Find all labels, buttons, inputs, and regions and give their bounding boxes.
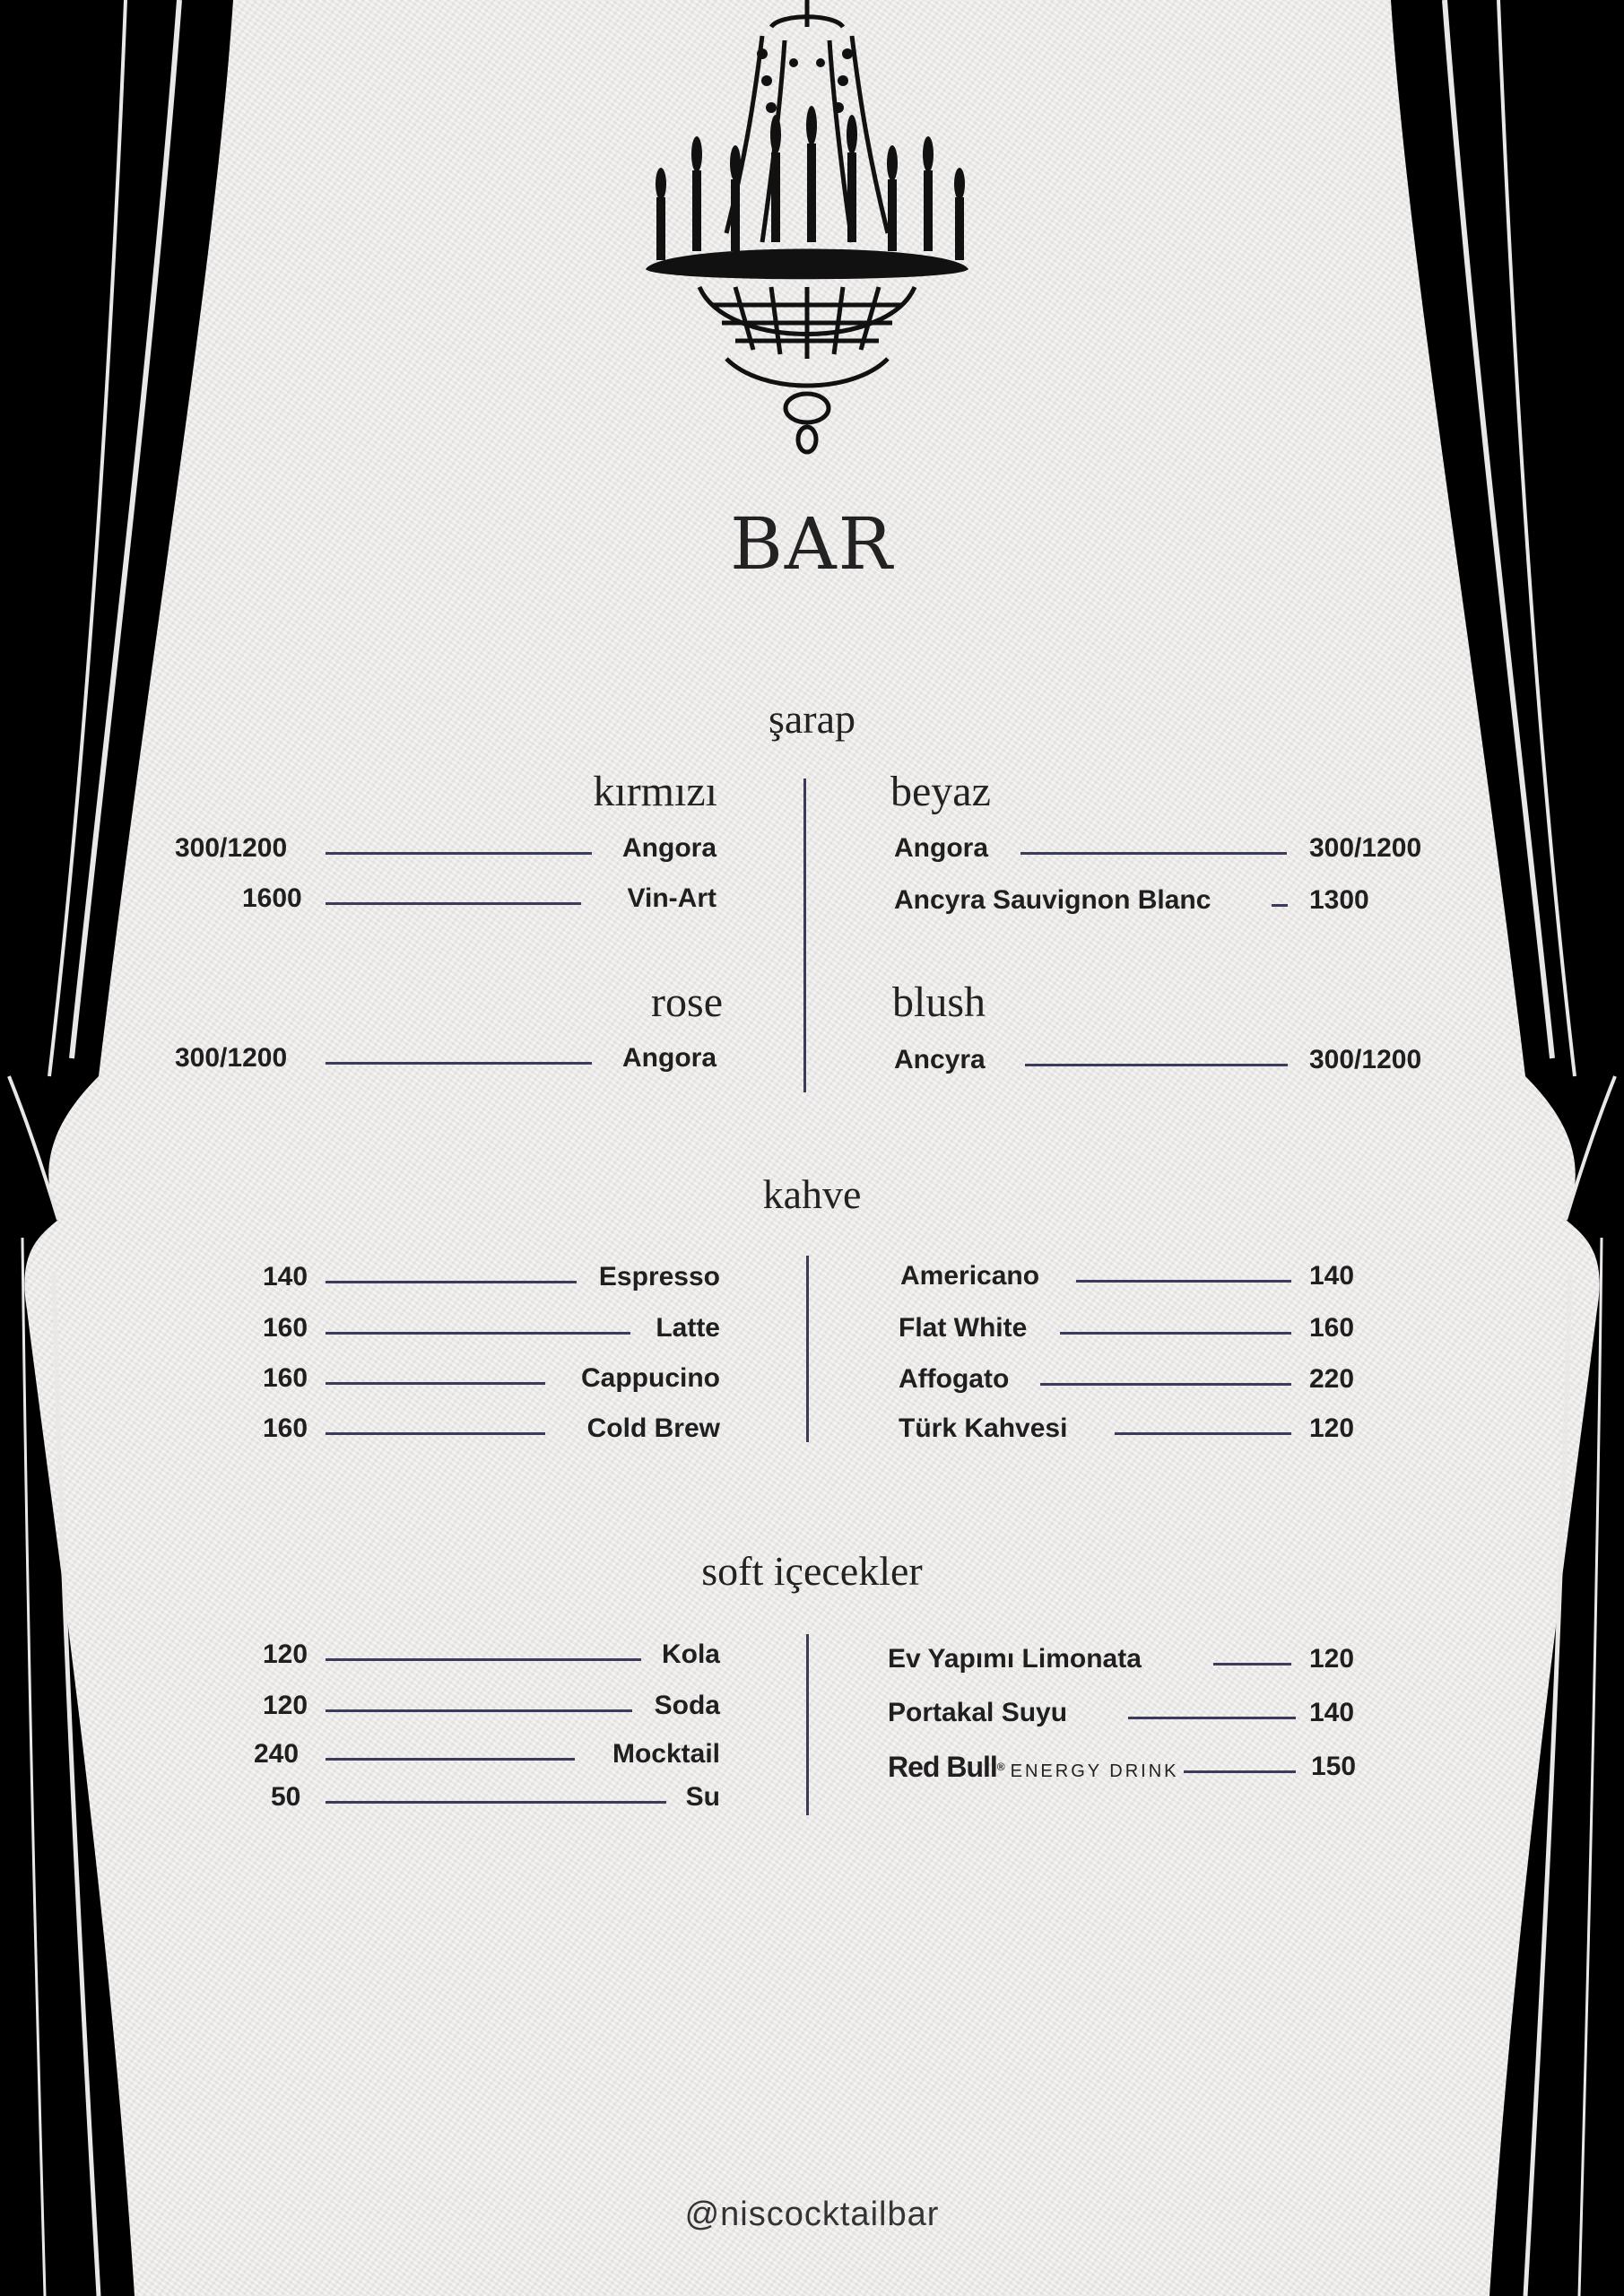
item-price: 300/1200 xyxy=(175,1043,288,1073)
subsection-kirmizi: kırmızı xyxy=(593,768,717,815)
item-price: 140 xyxy=(1309,1261,1355,1291)
menu-item-limonata xyxy=(888,1641,1381,1677)
menu-item-affogato xyxy=(897,1361,1381,1397)
item-price: 240 xyxy=(254,1739,300,1769)
item-rule xyxy=(326,1709,632,1712)
curtain-right xyxy=(1328,0,1624,2296)
menu-item-beyaz-ancyra-sauvignon xyxy=(892,883,1448,918)
item-price: 120 xyxy=(1309,1413,1355,1443)
menu-item-rose-angora xyxy=(175,1040,722,1076)
item-name: Cold Brew xyxy=(586,1413,720,1443)
divider-sarap xyxy=(803,778,806,1092)
item-rule xyxy=(1115,1432,1291,1435)
item-rule xyxy=(326,1332,630,1335)
item-name: Kola xyxy=(661,1639,720,1669)
item-price: 120 xyxy=(263,1691,308,1720)
menu-item-blush-ancyra xyxy=(892,1042,1448,1078)
item-name: Ancyra Sauvignon Blanc xyxy=(894,885,1211,915)
menu-item-cold-brew xyxy=(175,1411,722,1447)
page-title: BAR xyxy=(730,502,894,586)
menu-item-kirmizi-vinart xyxy=(175,881,722,917)
menu-item-soda xyxy=(175,1688,722,1724)
item-price: 160 xyxy=(263,1363,308,1393)
item-name: Angora xyxy=(622,833,716,863)
item-name: Soda xyxy=(654,1691,720,1720)
curtain-left xyxy=(0,0,296,2296)
item-rule xyxy=(1020,852,1287,855)
item-rule xyxy=(326,1432,545,1435)
item-price: 160 xyxy=(263,1313,308,1343)
item-rule xyxy=(326,1062,592,1065)
menu-item-flat-white xyxy=(897,1310,1381,1346)
item-name: Americano xyxy=(900,1261,1040,1291)
menu-item-portakal-suyu xyxy=(888,1695,1381,1731)
menu-item-su xyxy=(175,1779,722,1815)
item-name: Ancyra xyxy=(894,1045,986,1074)
menu-item-turk-kahvesi xyxy=(897,1411,1381,1447)
divider-soft xyxy=(806,1634,809,1815)
item-rule xyxy=(326,1658,641,1661)
item-name: Vin-Art xyxy=(627,883,716,913)
menu-item-mocktail xyxy=(175,1736,722,1772)
item-price: 1300 xyxy=(1309,885,1369,915)
item-name: Ev Yapımı Limonata xyxy=(888,1644,1142,1674)
menu-item-latte xyxy=(175,1310,722,1346)
item-rule xyxy=(326,902,581,905)
item-price: 300/1200 xyxy=(175,833,288,863)
menu-item-kirmizi-angora xyxy=(175,831,722,866)
item-rule xyxy=(1076,1280,1291,1283)
item-price: 50 xyxy=(271,1782,301,1812)
red-bull-subtitle: ENERGY DRINK xyxy=(1010,1761,1179,1781)
item-name: Latte xyxy=(656,1313,720,1343)
item-name: Portakal Suyu xyxy=(888,1698,1068,1727)
menu-item-espresso xyxy=(175,1259,722,1295)
item-price: 300/1200 xyxy=(1309,1045,1422,1074)
menu-item-red-bull xyxy=(888,1749,1381,1785)
item-price: 300/1200 xyxy=(1309,833,1422,863)
item-name: Affogato xyxy=(899,1364,1010,1394)
chandelier-icon xyxy=(628,0,986,466)
item-price: 160 xyxy=(1309,1313,1355,1343)
subsection-beyaz: beyaz xyxy=(890,768,991,815)
item-price: 160 xyxy=(263,1413,308,1443)
item-rule xyxy=(1213,1663,1291,1665)
item-name: Angora xyxy=(622,1043,716,1073)
item-price: 220 xyxy=(1309,1364,1355,1394)
item-rule xyxy=(1272,904,1288,907)
item-name: Su xyxy=(685,1782,720,1812)
menu-item-americano xyxy=(897,1258,1381,1294)
menu-item-kola xyxy=(175,1637,722,1673)
item-name: Türk Kahvesi xyxy=(899,1413,1068,1443)
item-name: Mocktail xyxy=(612,1739,720,1769)
menu-item-beyaz-angora xyxy=(892,831,1448,866)
item-rule xyxy=(326,1801,666,1804)
section-title-soft: soft içecekler xyxy=(701,1548,923,1594)
subsection-rose: rose xyxy=(651,978,723,1026)
item-rule xyxy=(326,1382,545,1385)
section-title-kahve: kahve xyxy=(762,1171,862,1217)
menu-item-cappucino xyxy=(175,1361,722,1396)
item-rule xyxy=(1040,1383,1291,1386)
red-bull-logo: Red Bull® ENERGY DRINK xyxy=(888,1751,1179,1783)
item-price: 120 xyxy=(263,1639,308,1669)
item-rule xyxy=(326,1281,577,1283)
item-rule xyxy=(1025,1064,1288,1066)
section-title-sarap: şarap xyxy=(768,696,856,742)
item-rule xyxy=(326,1758,575,1761)
item-rule xyxy=(1184,1770,1296,1773)
item-price: 120 xyxy=(1309,1644,1355,1674)
subsection-blush: blush xyxy=(892,978,986,1026)
item-rule xyxy=(1060,1332,1291,1335)
red-bull-name: Red Bull xyxy=(888,1751,997,1783)
item-rule xyxy=(1128,1717,1296,1719)
instagram-handle: @niscocktailbar xyxy=(684,2196,940,2233)
item-name: Cappucino xyxy=(581,1363,720,1393)
item-price: 150 xyxy=(1311,1752,1357,1781)
divider-kahve xyxy=(806,1256,809,1442)
item-price: 1600 xyxy=(242,883,302,913)
item-name: Flat White xyxy=(899,1313,1028,1343)
item-price: 140 xyxy=(1309,1698,1355,1727)
item-price: 140 xyxy=(263,1262,308,1292)
item-rule xyxy=(326,852,592,855)
item-name: Espresso xyxy=(598,1262,720,1292)
item-name: Angora xyxy=(894,833,988,863)
